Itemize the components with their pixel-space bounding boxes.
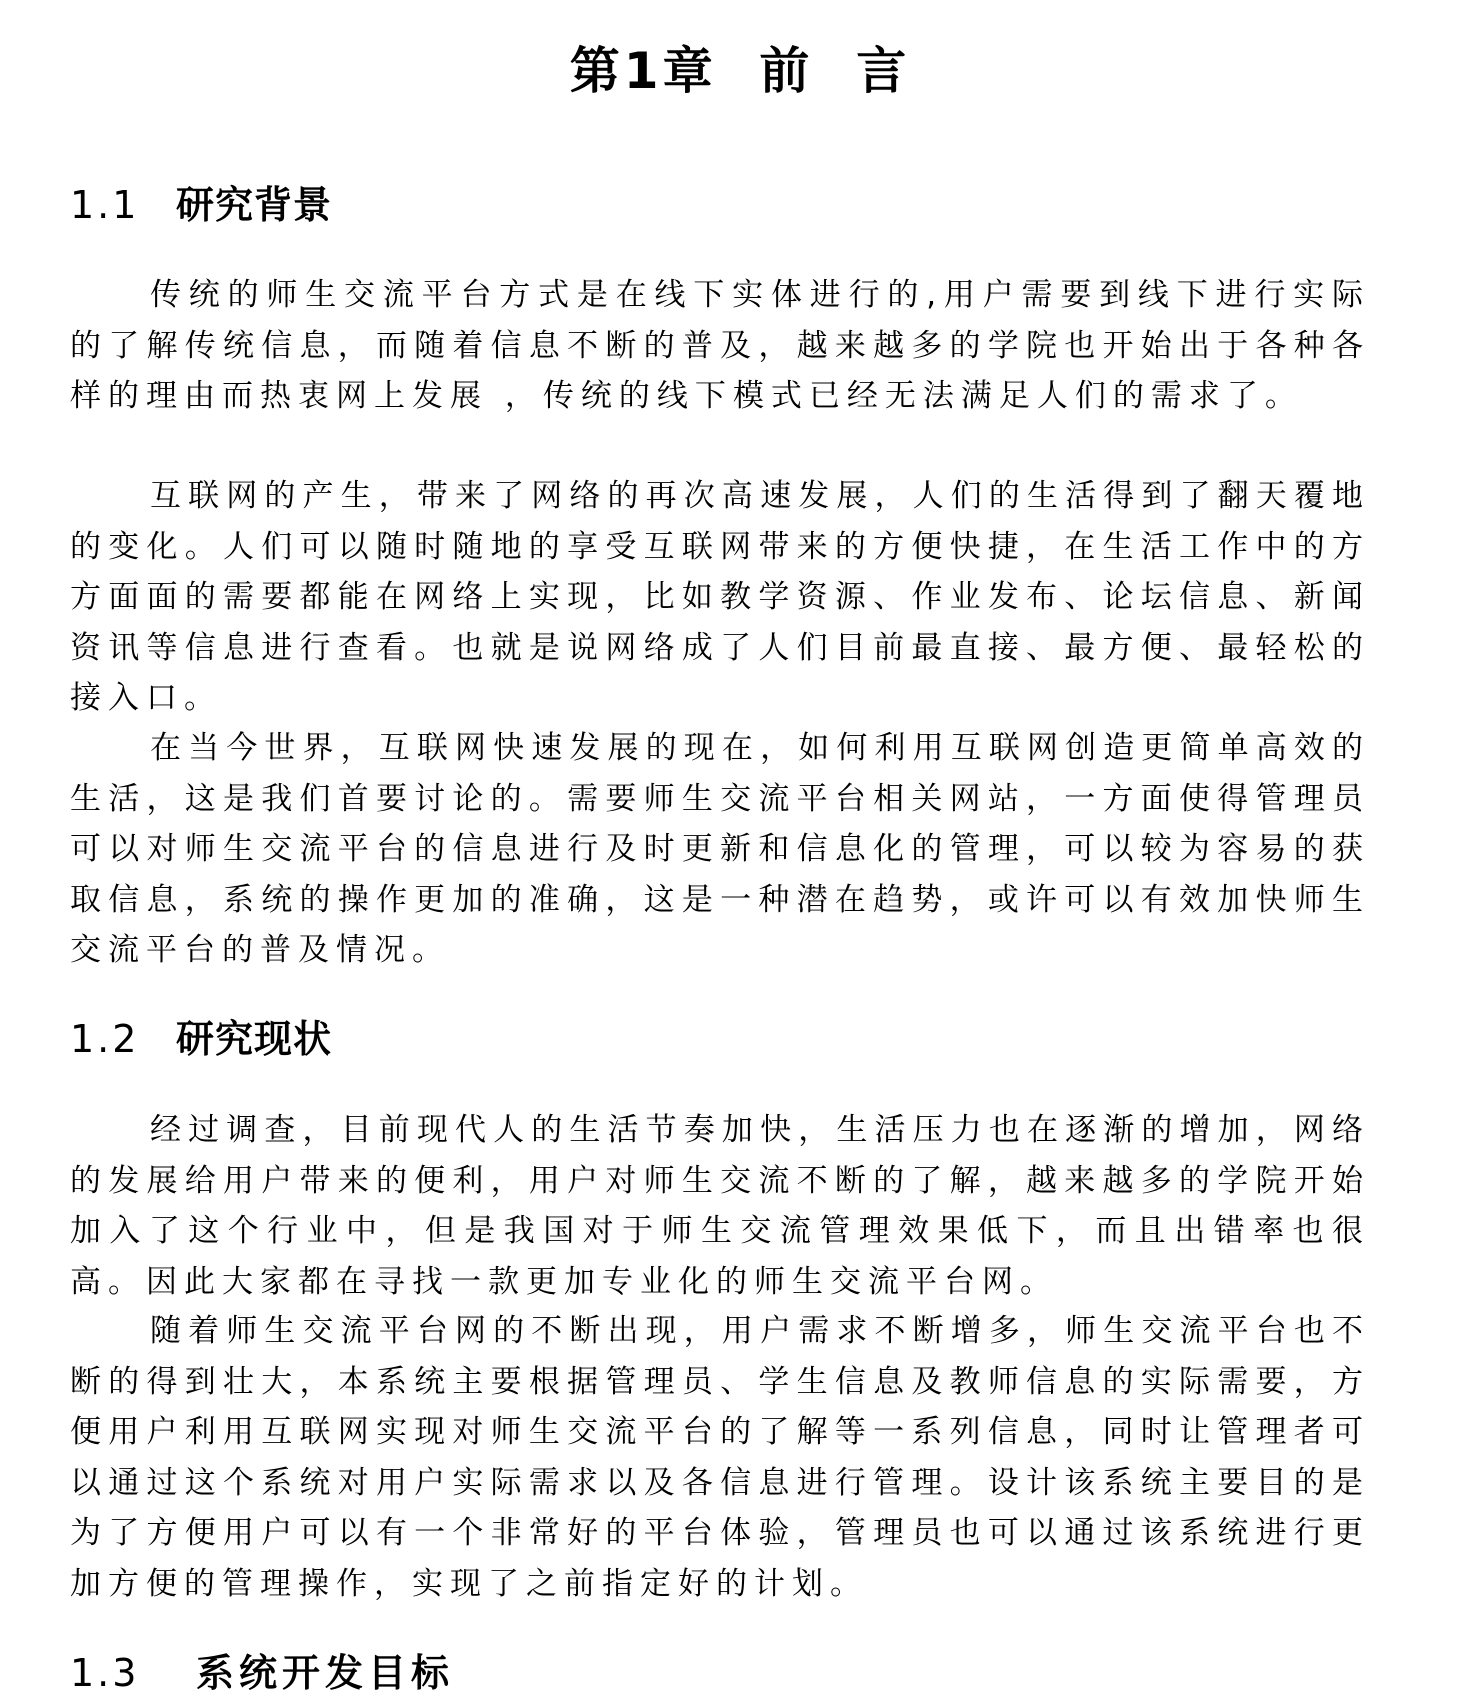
section-title: 系统开发目标 [196,1651,455,1695]
paragraph: 经过调查，目前现代人的生活节奏加快，生活压力也在逐渐的增加，网络的发展给用户带来的便利，用户对师生交流不断的了解，越来越多的学院开始加入了这个行业中，但是我国对于师生交流管理效果低下，而且出错率也很高。因此大家都在寻找一款更加专业化的师生交流平台网。 [70,1112,1370,1300]
section-heading-1-2 [70,1012,332,1066]
section-number: 1.3 [70,1651,140,1695]
section-heading-1-3 [70,1646,454,1700]
paragraph: 在当今世界，互联网快速发展的现在，如何利用互联网创造更简单高效的生活，这是我们首要讨论的。需要师生交流平台相关网站，一方面使得管理员可以对师生交流平台的信息进行及时更新和信息化的管理，可以较为容易的获取信息，系统的操作更加的准确，这是一种潜在趋势，或许可以有效加快师生交流平台的普及情况。 [70,730,1370,969]
paragraph: 传统的师生交流平台方式是在线下实体进行的,用户需要到线下进行实际的了解传统信息，而随着信息不断的普及，越来越多的学院也开始出于各种各样的理由而热衷网上发展 ，传统的线下模式已经无法满足人们的需求了。 [70,277,1370,415]
section-heading-1-1 [70,178,332,232]
section-number: 1.1 [70,183,140,227]
paragraph: 互联网的产生，带来了网络的再次高速发展，人们的生活得到了翻天覆地的变化。人们可以随时随地的享受互联网带来的方便快捷，在生活工作中的方方面面的需要都能在网络上实现，比如教学资源、作业发布、论坛信息、新闻资讯等信息进行查看。也就是说网络成了人们目前最直接、最方便、最轻松的接入口。 [70,478,1370,717]
chapter-title: 第1章 前 言 [569,42,911,100]
paragraph: 随着师生交流平台网的不断出现，用户需求不断增多，师生交流平台也不断的得到壮大，本系统主要根据管理员、学生信息及教师信息的实际需要，方便用户利用互联网实现对师生交流平台的了解等一系列信息，同时让管理者可以通过这个系统对用户实际需求以及各信息进行管理。设计该系统主要目的是为了方便用户可以有一个非常好的平台体验，管理员也可以通过该系统进行更加方便的管理操作，实现了之前指定好的计划。 [70,1313,1370,1602]
section-title: 研究背景 [176,183,333,227]
section-title: 研究现状 [176,1017,333,1061]
section-number: 1.2 [70,1017,140,1061]
